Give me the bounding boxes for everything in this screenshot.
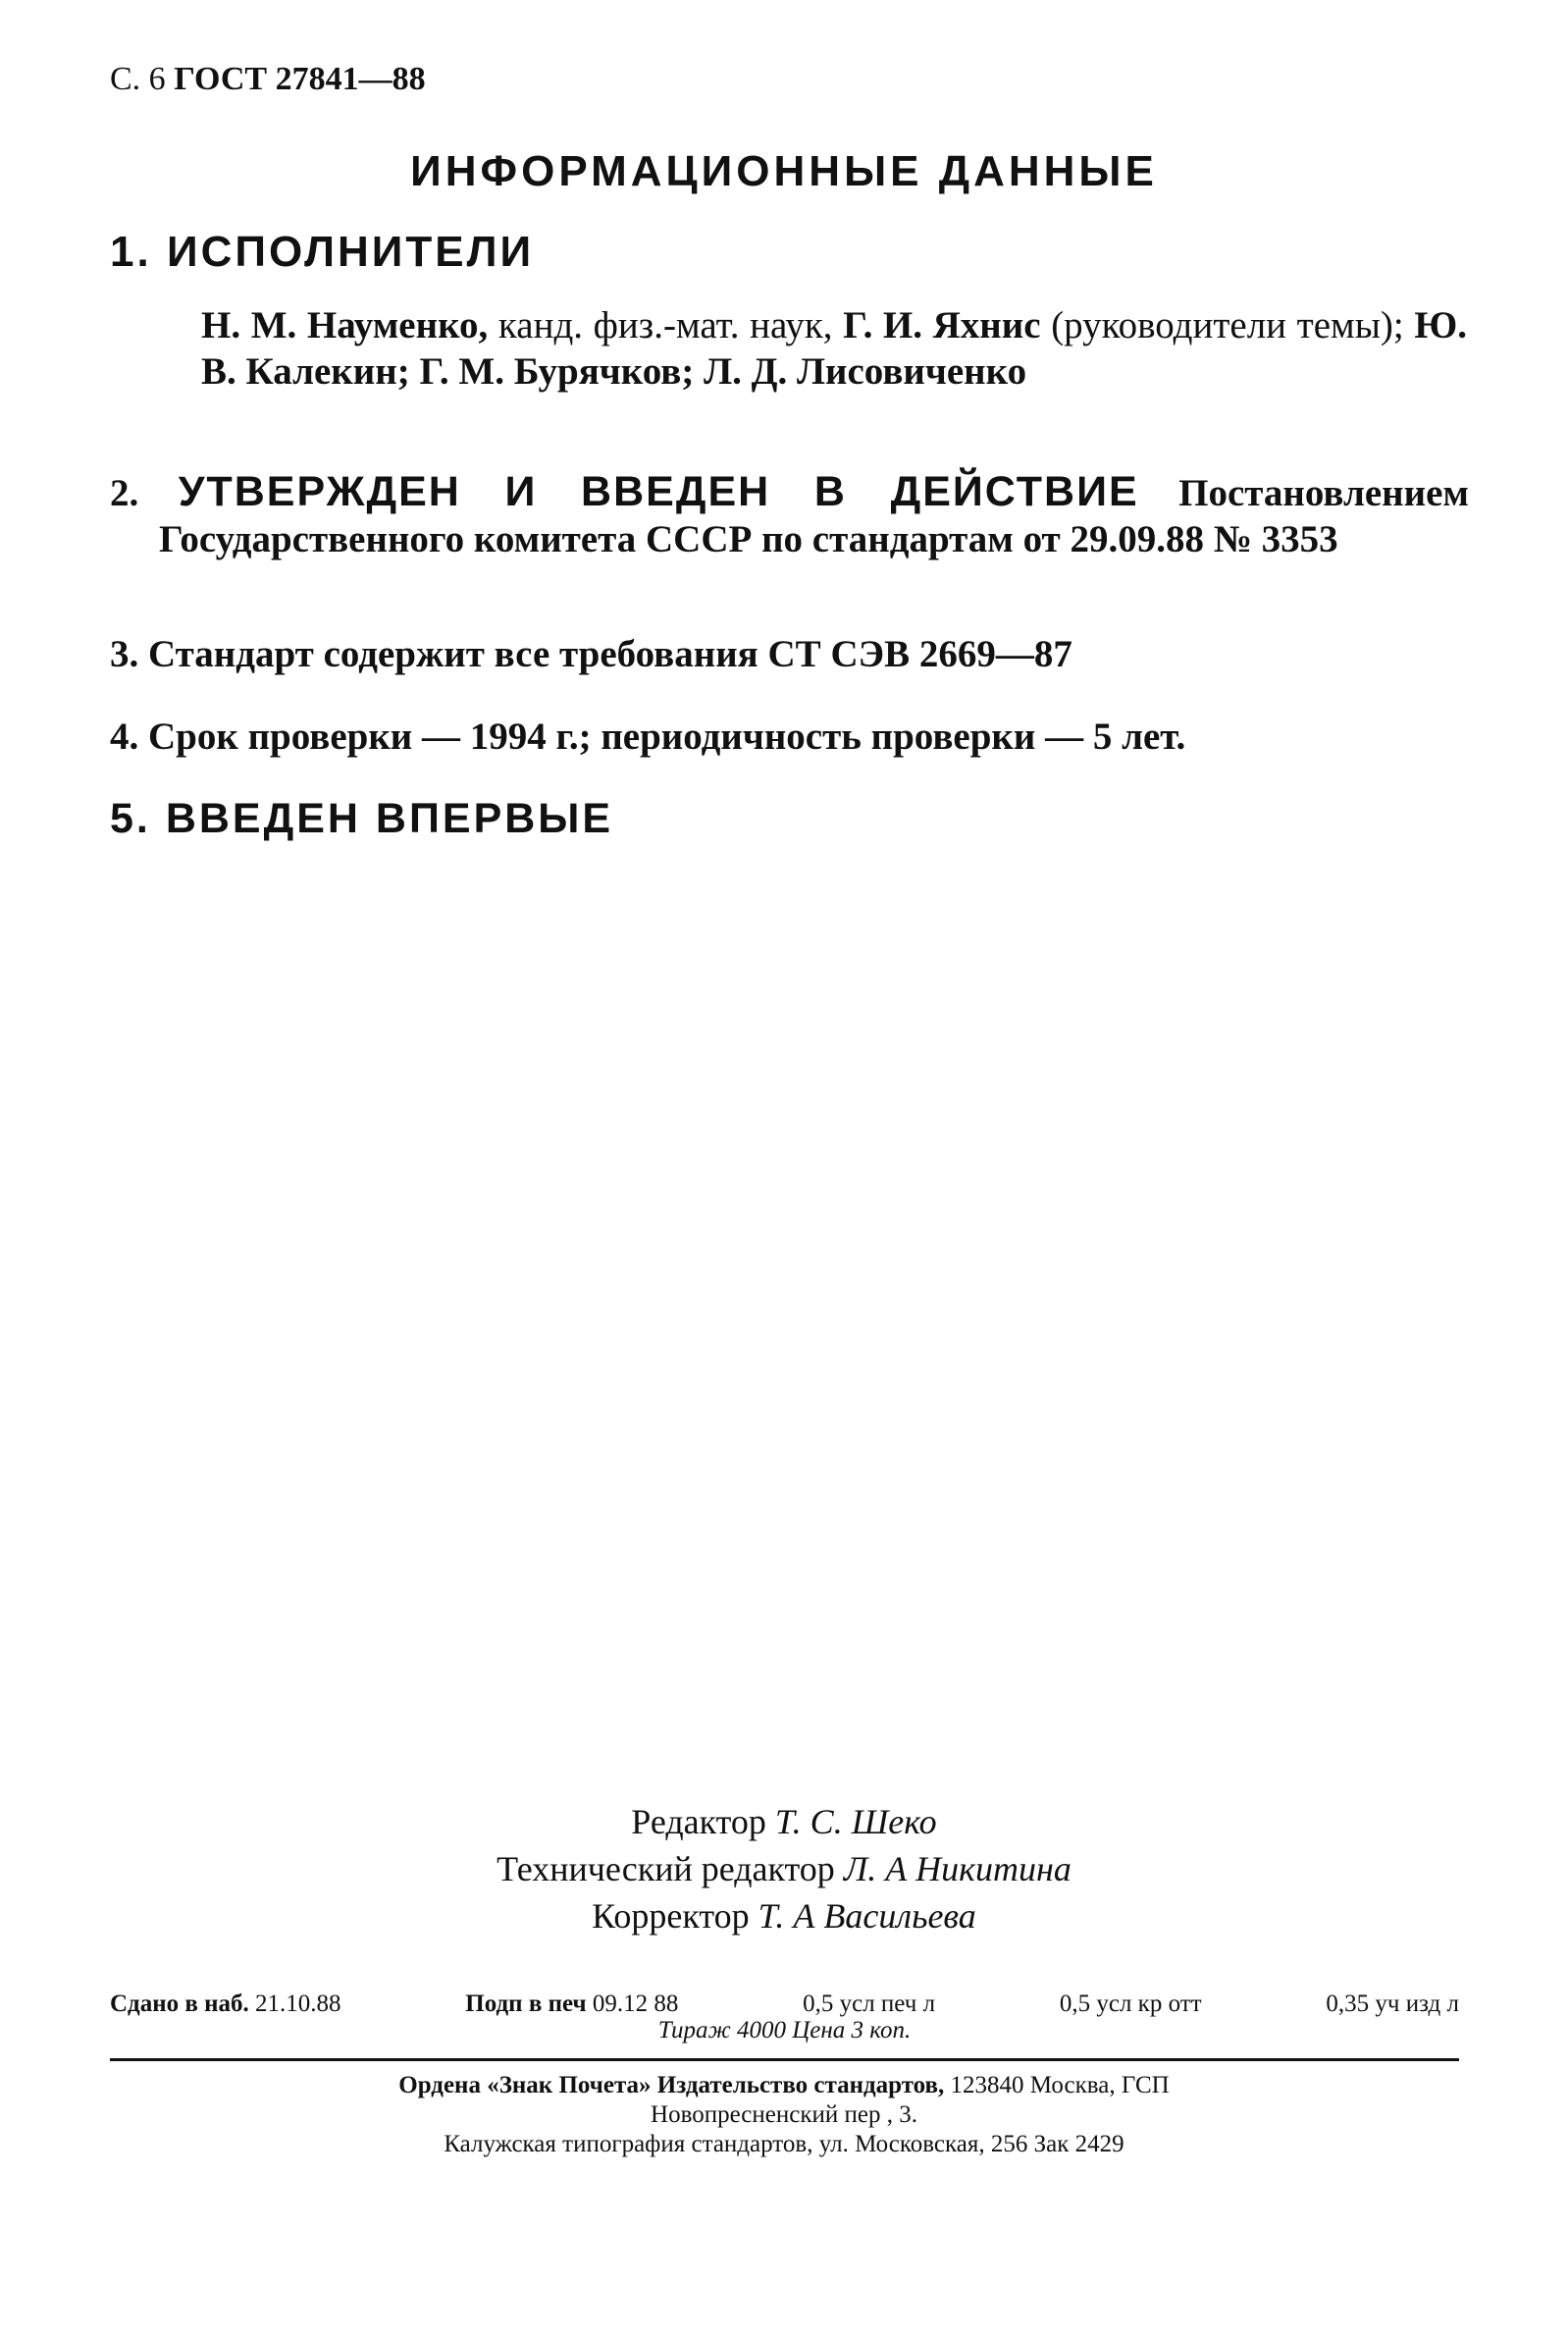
- section-text: Стандарт содержит все требования СТ СЭВ 2669—87: [148, 633, 1072, 675]
- publisher-info: [0, 2071, 1568, 2159]
- author-name: Г. И. Яхнис: [843, 304, 1041, 346]
- section-number: 3.: [110, 633, 139, 675]
- editor-name: Т. С. Шеко: [774, 1802, 937, 1841]
- authors-list: [201, 302, 1467, 395]
- publisher-line: [0, 2071, 1568, 2100]
- signed-label: Подп в печ: [465, 1991, 587, 2017]
- author-name: Н. М. Науменко,: [201, 304, 489, 346]
- print-sheets: 0,5 усл печ л: [803, 1991, 936, 2017]
- sent-date: 21.10.88: [255, 1991, 341, 2017]
- page-title: ИНФОРМАЦИОННЫЕ ДАННЫЕ: [410, 147, 1158, 195]
- section-3: [110, 632, 1072, 676]
- tech-editor-name: Л. А Никитина: [843, 1849, 1071, 1888]
- author-name: Г. М. Бурячков;: [419, 350, 695, 393]
- section-1-heading: [110, 228, 534, 277]
- publisher-street: Новопресненский пер , 3.: [651, 2101, 917, 2128]
- standard-number: ГОСТ 27841—88: [174, 61, 426, 97]
- corrector-line: [0, 1892, 1568, 1939]
- printing-house: Калужская типография стандартов, ул. Московская, 256 Зак 2429: [444, 2131, 1124, 2157]
- author-name: Ю. В. Калекин;: [201, 304, 1468, 393]
- section-number: 1.: [110, 228, 152, 276]
- editor-label: Редактор: [631, 1802, 766, 1841]
- section-5: [110, 795, 613, 843]
- print-details-row: [110, 1991, 1459, 2017]
- page-number: С. 6: [110, 61, 166, 97]
- print-info: [110, 1991, 1459, 2044]
- corrector-name: Т. А Васильева: [758, 1896, 976, 1936]
- section-2: [110, 469, 1469, 562]
- author-degree: канд. физ.-мат. наук,: [497, 304, 833, 346]
- section-title: УТВЕРЖДЕН И ВВЕДЕН В ДЕЙСТВИЕ: [178, 468, 1139, 515]
- page-header: [110, 61, 426, 98]
- divider: [110, 2058, 1459, 2061]
- section-title: ВВЕДЕН ВПЕРВЫЕ: [165, 795, 614, 842]
- publisher-name: Ордена «Знак Почета» Издательство стандартов,: [398, 2072, 945, 2098]
- tech-editor-label: Технический редактор: [497, 1849, 835, 1888]
- print-run: Тираж 4000 Цена 3 коп.: [657, 2017, 912, 2044]
- corrector-label: Корректор: [592, 1896, 750, 1936]
- credits-block: [0, 1798, 1568, 1939]
- section-number: 5.: [110, 795, 151, 842]
- print-sheets: 0,5 усл кр отт: [1059, 1991, 1202, 2017]
- section-text: Срок проверки — 1994 г.; периодичность проверки — 5 лет.: [148, 716, 1186, 758]
- editor-line: [0, 1798, 1568, 1845]
- sent-label: Сдано в наб.: [110, 1991, 249, 2017]
- signed-date: 09.12 88: [592, 1991, 679, 2017]
- author-role: (руководители темы);: [1051, 304, 1404, 346]
- section-4: [110, 715, 1185, 759]
- section-number: 4.: [110, 716, 139, 758]
- section-title: ИСПОЛНИТЕЛИ: [166, 228, 535, 276]
- section-number: 2.: [110, 472, 139, 514]
- publisher-address: 123840 Москва, ГСП: [950, 2072, 1170, 2098]
- print-sheets: 0,35 уч изд л: [1326, 1991, 1459, 2017]
- author-name: Л. Д. Лисовиченко: [704, 350, 1027, 393]
- tech-editor-line: [0, 1845, 1568, 1892]
- section-text: Постановлением Государственного комитета СССР по стандартам от 29.09.88 № 3353: [159, 472, 1469, 560]
